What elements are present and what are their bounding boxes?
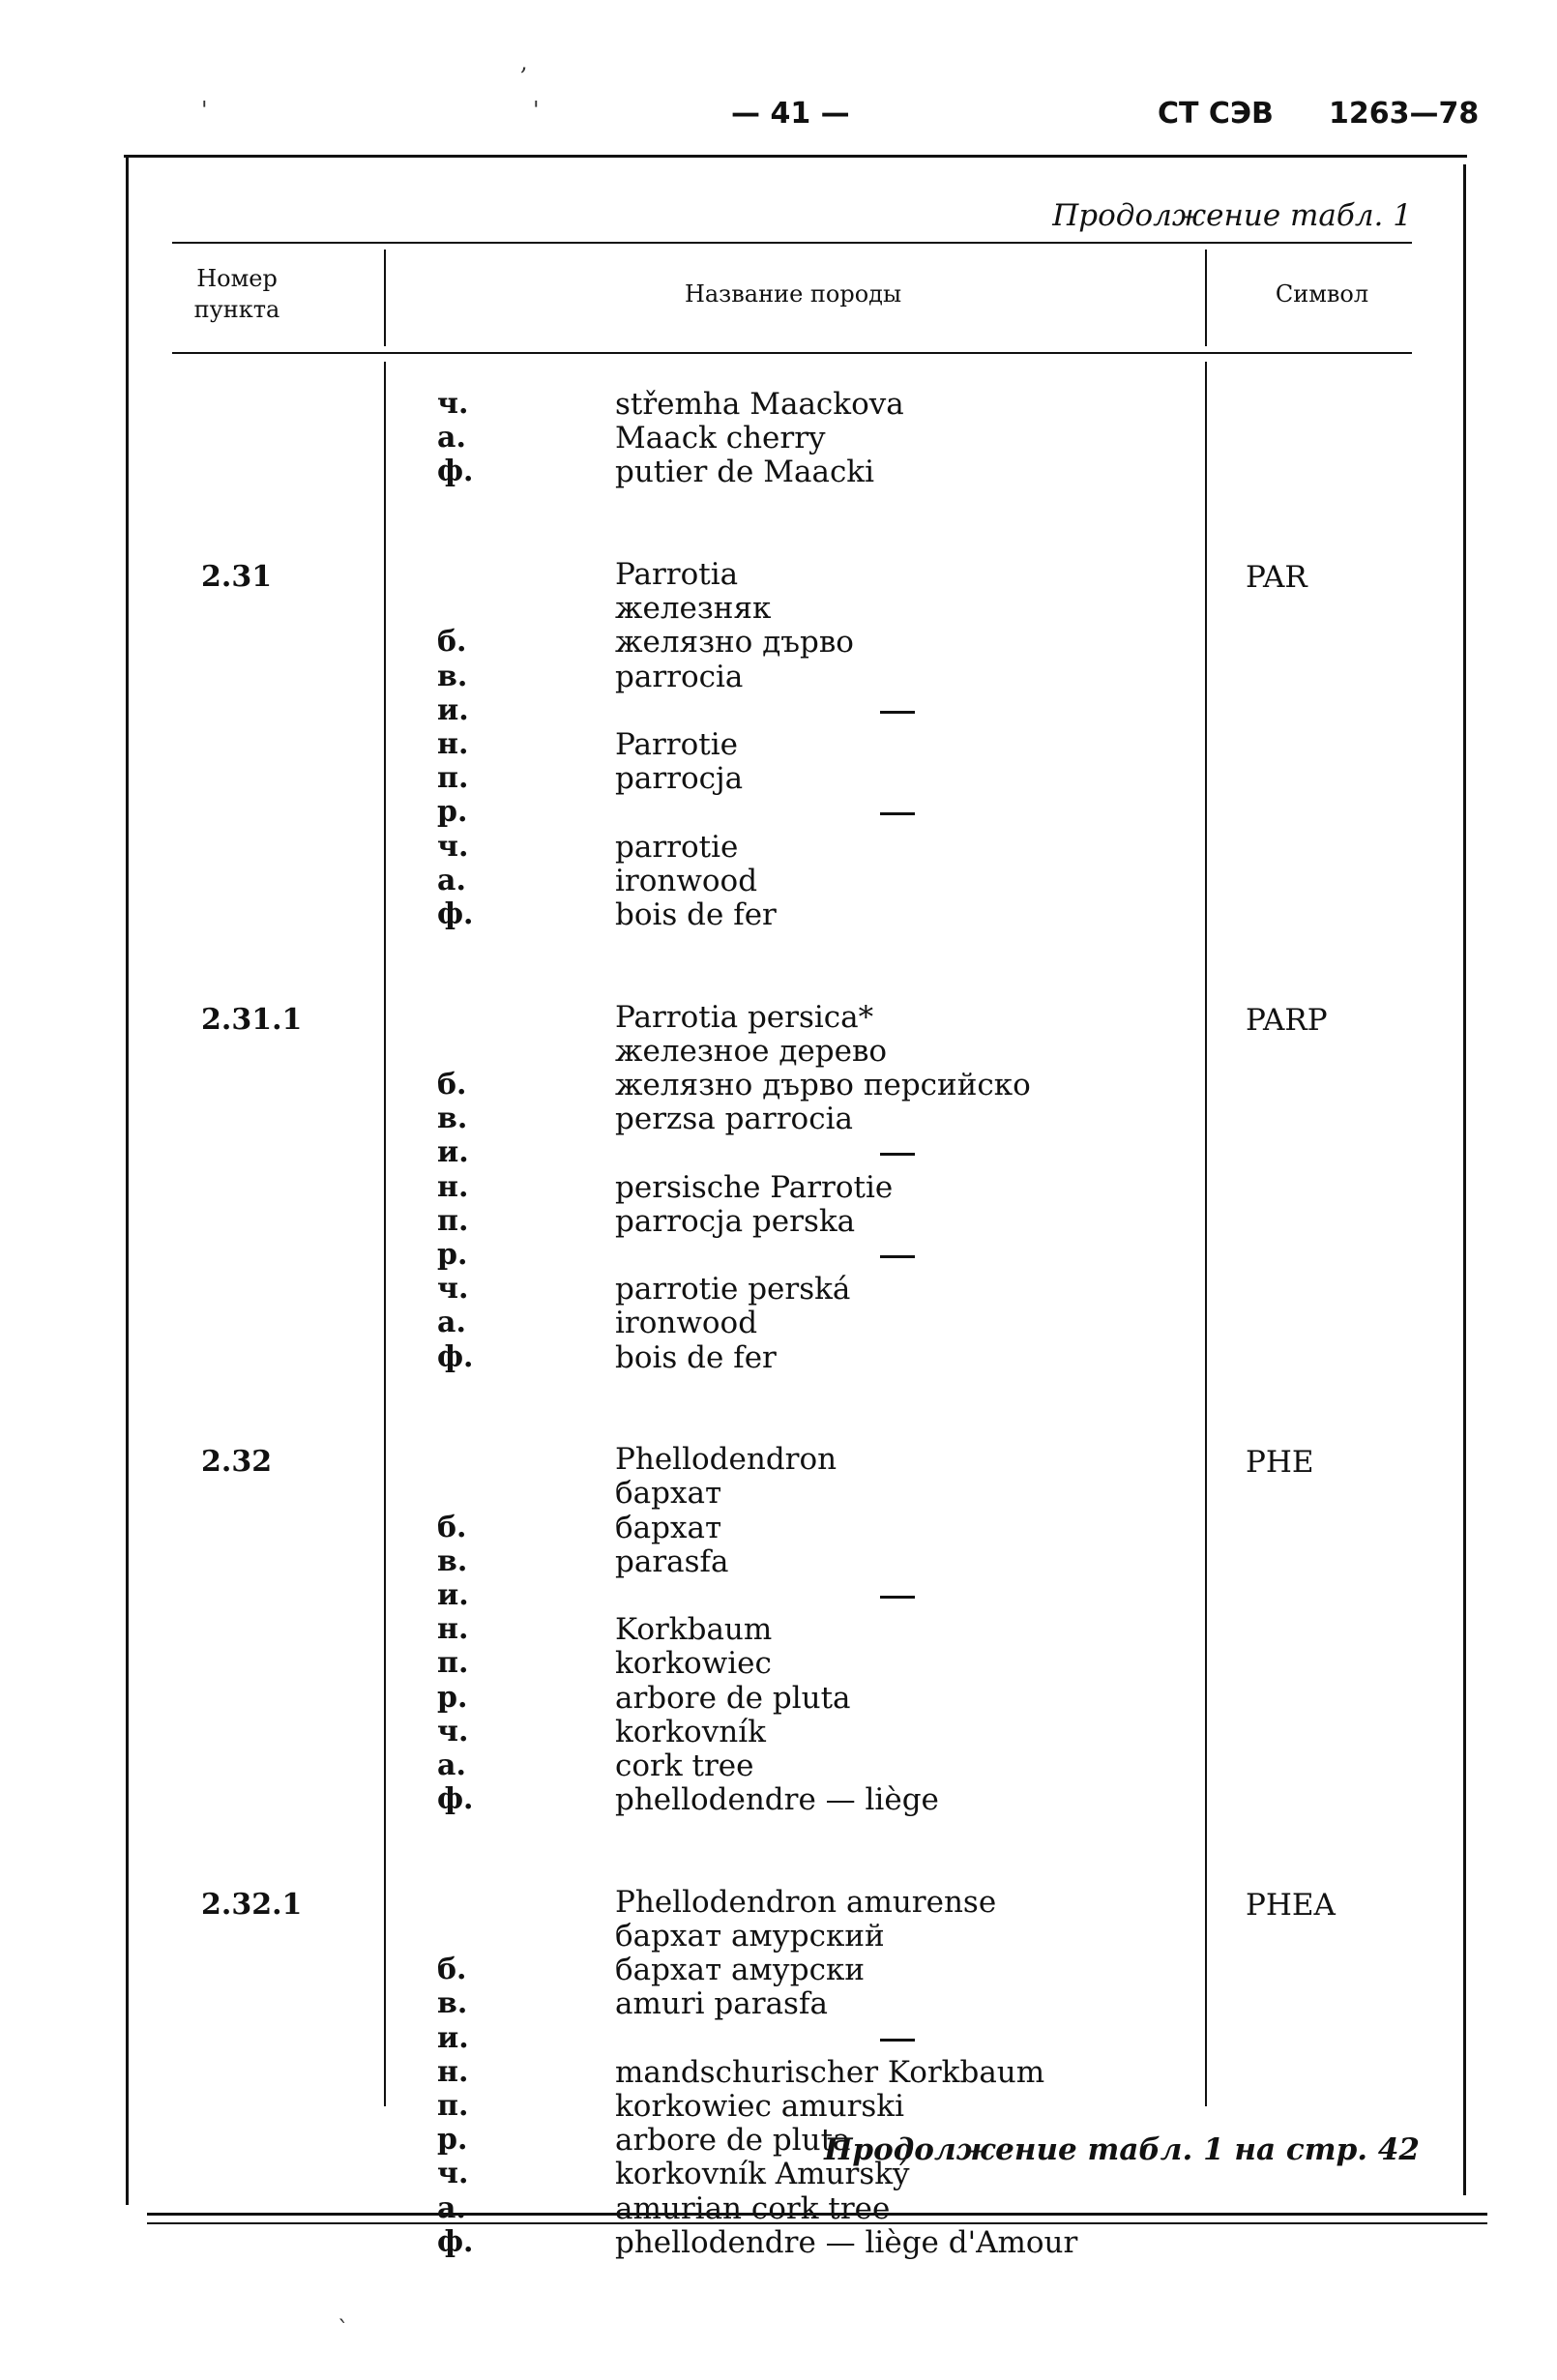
language-code: р. bbox=[437, 795, 468, 830]
species-name: бархат bbox=[615, 1510, 722, 1545]
page-number: — 41 — bbox=[731, 97, 850, 131]
frame-left-rule bbox=[126, 155, 129, 2205]
species-name: putier de Maacki bbox=[615, 455, 875, 490]
species-name: железное дерево bbox=[615, 1033, 888, 1069]
language-code: и. bbox=[437, 2020, 469, 2055]
scan-mark: ' bbox=[201, 97, 208, 124]
species-name: parrotie perská bbox=[615, 1272, 851, 1308]
species-name: Phellodendron amurense bbox=[615, 1884, 997, 1920]
language-code: ч. bbox=[437, 1272, 469, 1307]
column-divider-2-body bbox=[1205, 362, 1207, 2106]
entry-symbol: PHE bbox=[1246, 1445, 1314, 1481]
language-code: в. bbox=[437, 1543, 468, 1578]
language-code: а. bbox=[437, 863, 466, 897]
frame-right-rule bbox=[1463, 164, 1466, 2195]
language-code: н. bbox=[437, 2054, 469, 2089]
language-code: п. bbox=[437, 2089, 469, 2123]
entry-number: 2.31.1 bbox=[201, 1002, 303, 1037]
table-header-top-rule bbox=[172, 242, 1412, 244]
language-code: н. bbox=[437, 1612, 469, 1647]
language-code: ф. bbox=[437, 1339, 474, 1374]
language-code: ч. bbox=[437, 1714, 469, 1748]
language-code: ч. bbox=[437, 829, 469, 864]
species-name: korkowiec amurski bbox=[615, 2089, 904, 2124]
species-name: cork tree bbox=[615, 1748, 754, 1783]
species-name: korkovník Amurský bbox=[615, 2157, 910, 2192]
language-code: р. bbox=[437, 2123, 468, 2158]
species-name: mandschurischer Korkbaum bbox=[615, 2054, 1045, 2090]
species-name: phellodendre — liège bbox=[615, 1782, 939, 1818]
species-name: amurian cork tree bbox=[615, 2190, 891, 2226]
species-name: железняк bbox=[615, 591, 772, 627]
language-code: н. bbox=[437, 727, 469, 761]
language-code: ф. bbox=[437, 455, 474, 489]
language-code: р. bbox=[437, 1238, 468, 1272]
species-name: perzsa parrocia bbox=[615, 1102, 853, 1137]
language-code: ч. bbox=[437, 387, 469, 421]
language-code: р. bbox=[437, 1680, 468, 1715]
species-name: бархат bbox=[615, 1476, 722, 1512]
species-name: ironwood bbox=[615, 863, 758, 898]
continuation-note-bottom: Продолжение табл. 1 на стр. 42 bbox=[824, 2132, 1420, 2167]
language-code: ф. bbox=[437, 1782, 474, 1817]
language-code: а. bbox=[437, 2190, 466, 2225]
species-name: бархат амурски bbox=[615, 1953, 866, 1988]
continuation-note-top: Продолжение табл. 1 bbox=[1052, 198, 1412, 233]
entry-number: 2.32.1 bbox=[201, 1887, 303, 1922]
species-name: bois de fer bbox=[615, 897, 777, 932]
language-code: п. bbox=[437, 761, 469, 796]
language-code: в. bbox=[437, 1102, 468, 1136]
language-code: ф. bbox=[437, 897, 474, 931]
language-code: б. bbox=[437, 625, 467, 660]
language-code: а. bbox=[437, 421, 466, 455]
species-name: желязно дърво персийско bbox=[615, 1068, 1031, 1102]
language-code: ч. bbox=[437, 2157, 469, 2191]
no-name-dash bbox=[880, 1596, 915, 1599]
scan-mark: ' bbox=[533, 97, 540, 124]
species-name: Maack cherry bbox=[615, 421, 826, 456]
species-name: Parrotia persica* bbox=[615, 999, 874, 1035]
species-name: бархат амурский bbox=[615, 1919, 885, 1954]
entry-symbol: PAR bbox=[1246, 560, 1307, 595]
language-code: а. bbox=[437, 1306, 466, 1340]
no-name-dash bbox=[880, 2039, 915, 2042]
species-name: parrotie bbox=[615, 829, 739, 865]
standard-number: 1263—78 bbox=[1329, 97, 1480, 131]
language-code: п. bbox=[437, 1646, 469, 1681]
language-code: б. bbox=[437, 1953, 467, 1987]
header-number: Номер пункта bbox=[193, 265, 280, 323]
species-name: Korkbaum bbox=[615, 1612, 773, 1648]
entry-symbol: PARP bbox=[1246, 1002, 1328, 1038]
column-divider-1 bbox=[384, 250, 386, 346]
header-symbol: Символ bbox=[1275, 280, 1369, 308]
species-name: korkovník bbox=[615, 1714, 766, 1749]
species-name: phellodendre — liège d'Amour bbox=[615, 2224, 1078, 2260]
species-name: amuri parasfa bbox=[615, 1986, 828, 2022]
language-code: в. bbox=[437, 1986, 468, 2021]
no-name-dash bbox=[880, 711, 915, 714]
language-code: и. bbox=[437, 1578, 469, 1612]
no-name-dash bbox=[880, 1255, 915, 1258]
language-code: и. bbox=[437, 1135, 469, 1170]
entry-symbol: PHEA bbox=[1246, 1887, 1336, 1923]
language-code: н. bbox=[437, 1169, 469, 1204]
header-name: Название породы bbox=[684, 280, 902, 308]
language-code: а. bbox=[437, 1748, 466, 1782]
species-name: korkowiec bbox=[615, 1646, 772, 1682]
table-header-bottom-rule bbox=[172, 352, 1412, 354]
column-divider-1-body bbox=[384, 362, 386, 2106]
language-code: б. bbox=[437, 1510, 467, 1544]
scan-mark: , bbox=[520, 48, 528, 75]
species-name: persische Parrotie bbox=[615, 1169, 894, 1205]
no-name-dash bbox=[880, 812, 915, 815]
species-name: Parrotie bbox=[615, 727, 738, 762]
species-name: arbore de pluta bbox=[615, 2123, 851, 2159]
species-name: střemha Maackova bbox=[615, 387, 904, 422]
language-code: ф. bbox=[437, 2224, 474, 2259]
language-code: б. bbox=[437, 1068, 467, 1102]
species-name: parasfa bbox=[615, 1543, 729, 1579]
column-divider-2 bbox=[1205, 250, 1207, 346]
standard-label: СТ СЭВ bbox=[1158, 97, 1274, 131]
species-name: parrocja perska bbox=[615, 1203, 856, 1239]
no-name-dash bbox=[880, 1153, 915, 1156]
language-code: п. bbox=[437, 1203, 469, 1238]
species-name: желязно дърво bbox=[615, 625, 854, 661]
species-name: arbore de pluta bbox=[615, 1680, 851, 1716]
frame-top-rule bbox=[124, 155, 1467, 158]
species-name: parrocia bbox=[615, 659, 744, 694]
species-name: bois de fer bbox=[615, 1339, 777, 1375]
entry-number: 2.31 bbox=[201, 560, 273, 594]
entry-number: 2.32 bbox=[201, 1445, 273, 1480]
language-code: в. bbox=[437, 659, 468, 693]
species-name: ironwood bbox=[615, 1306, 758, 1341]
language-code: и. bbox=[437, 692, 469, 727]
species-name: Phellodendron bbox=[615, 1442, 837, 1478]
species-name: Parrotia bbox=[615, 557, 739, 592]
species-name: parrocja bbox=[615, 761, 744, 797]
scan-mark: ` bbox=[338, 2316, 349, 2343]
